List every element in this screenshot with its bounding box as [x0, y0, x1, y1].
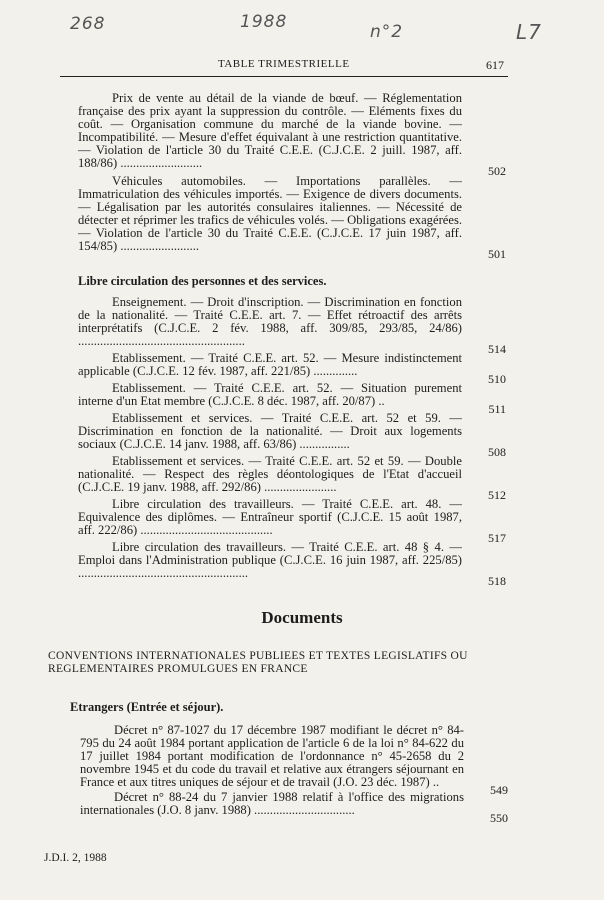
section-title-documents: Documents	[261, 608, 343, 627]
entry-text: Enseignement. — Droit d'inscription. — Discrimination en fonction de la nationalité. — Traité C.E.E. art. 7. — Effet rétroactif des arrêts interprétatifs (C.J.C.E. 2 fév. 1988, aff. 309/85, 293/85, 24/86) .....................................................	[78, 295, 462, 348]
entry-group-1	[78, 91, 506, 261]
entry-text: Libre circulation des travailleurs. — Traité C.E.E. art. 48 § 4. — Emploi dans l'Administration publique (C.J.C.E. 16 juin 1987, aff. 225/85) ......................................................	[78, 540, 462, 580]
handwriting-left: 268	[70, 14, 106, 34]
entry-text: Etablissement. — Traité C.E.E. art. 52. — Mesure indistinctement applicable (C.J.C.E. 12 fév. 1987, aff. 221/85) ..............	[78, 351, 462, 378]
entry-page-ref: 510	[488, 372, 506, 386]
entry-page-ref: 501	[488, 247, 506, 261]
toc-entry	[78, 174, 506, 261]
toc-entry	[78, 411, 506, 459]
entry-page-ref: 517	[488, 531, 506, 545]
toc-entry	[78, 540, 506, 588]
entry-text: Prix de vente au détail de la viande de bœuf. — Réglementation française des prix ayant la suppression du contrôle. — Eléments fixes du coût. — Organisation commune du marché de la viande bovine. — Incompatibilité. — Mesure d'effet équivalant à une restriction quantitative. — Violation de l'article 30 du Traité C.E.E. (C.J.C.E. 2 juill. 1987, aff. 188/86) ..........................	[78, 91, 462, 170]
entry-page-ref: 502	[488, 164, 506, 178]
toc-entry	[78, 381, 506, 416]
toc-entry	[78, 351, 506, 386]
entry-page-ref: 550	[490, 811, 508, 825]
entry-page-ref: 508	[488, 445, 506, 459]
entry-group-2	[78, 295, 506, 588]
toc-entry	[78, 295, 506, 356]
entry-text: Véhicules automobiles. — Importations parallèles. — Immatriculation des véhicules importés. — Exigence de divers documents. — Légalisation par les autorités consulaires italiennes. — Nécessité de détecter et réprimer les trafics de véhicules volés. — Obligations exagérées. — Violation de l'article 30 du Traité C.E.E. (C.J.C.E. 17 juin 1987, aff. 154/85) .........................	[78, 174, 462, 253]
entry-page-ref: 511	[488, 402, 506, 416]
toc-entry	[80, 723, 508, 797]
handwriting-right: L7	[516, 20, 542, 44]
entry-text: Libre circulation des travailleurs. — Traité C.E.E. art. 48. — Equivalence des diplômes. — Entraîneur sportif (C.J.C.E. 15 août 1987, aff. 222/86) ..........................................	[78, 497, 462, 537]
entry-page-ref: 518	[488, 574, 506, 588]
header-title: TABLE TRIMESTRIELLE	[218, 58, 350, 70]
entry-text: Décret n° 87-1027 du 17 décembre 1987 modifiant le décret n° 84-795 du 24 août 1984 portant application de l'article 6 de la loi n° 84-622 du 17 juillet 1984 portant modification de l'ordonnance n° 45-2658 du 2 novembre 1945 et du code du travail et relative aux étrangers séjournant en France et aux titres uniques de séjour et de travail (J.O. 23 déc. 1987) ..	[80, 723, 464, 789]
handwriting-middle: 1988	[240, 12, 288, 32]
entry-text: Etablissement. — Traité C.E.E. art. 52. — Situation purement interne d'un Etat membre (C.J.C.E. 8 déc. 1987, aff. 20/87) ..	[78, 381, 462, 408]
handwriting-number: n°2	[370, 22, 404, 42]
entry-page-ref: 512	[488, 488, 506, 502]
toc-entry	[78, 454, 506, 502]
conventions-heading: CONVENTIONS INTERNATIONALES PUBLIEES ET TEXTES LEGISLATIFS OU REGLEMENTAIRES PROMULGUES EN FRANCE	[48, 650, 468, 675]
entry-page-ref: 549	[490, 783, 508, 797]
toc-entry	[78, 497, 506, 545]
header-page-number: 617	[486, 58, 504, 72]
entry-text: Décret n° 88-24 du 7 janvier 1988 relatif à l'office des migrations internationales (J.O. 8 janv. 1988) ................................	[80, 790, 464, 817]
subheading-etrangers: Etrangers (Entrée et séjour).	[70, 700, 224, 714]
toc-entry	[78, 91, 506, 178]
subheading-libre-circulation: Libre circulation des personnes et des services.	[78, 274, 327, 288]
entry-text: Etablissement et services. — Traité C.E.E. art. 52 et 59. — Double nationalité. — Respect des règles déontologiques de l'Etat d'accueil (C.J.C.E. 19 janv. 1988, aff. 292/86) .......................	[78, 454, 462, 494]
entry-text: Etablissement et services. — Traité C.E.E. art. 52 et 59. — Discrimination en fonction de la nationalité. — Droit aux logements sociaux (C.J.C.E. 14 janv. 1988, aff. 63/86) ................	[78, 411, 462, 451]
footer-citation: J.D.I. 2, 1988	[44, 852, 107, 864]
entry-page-ref: 514	[488, 342, 506, 356]
entry-group-3	[80, 723, 508, 825]
running-header	[60, 56, 508, 77]
